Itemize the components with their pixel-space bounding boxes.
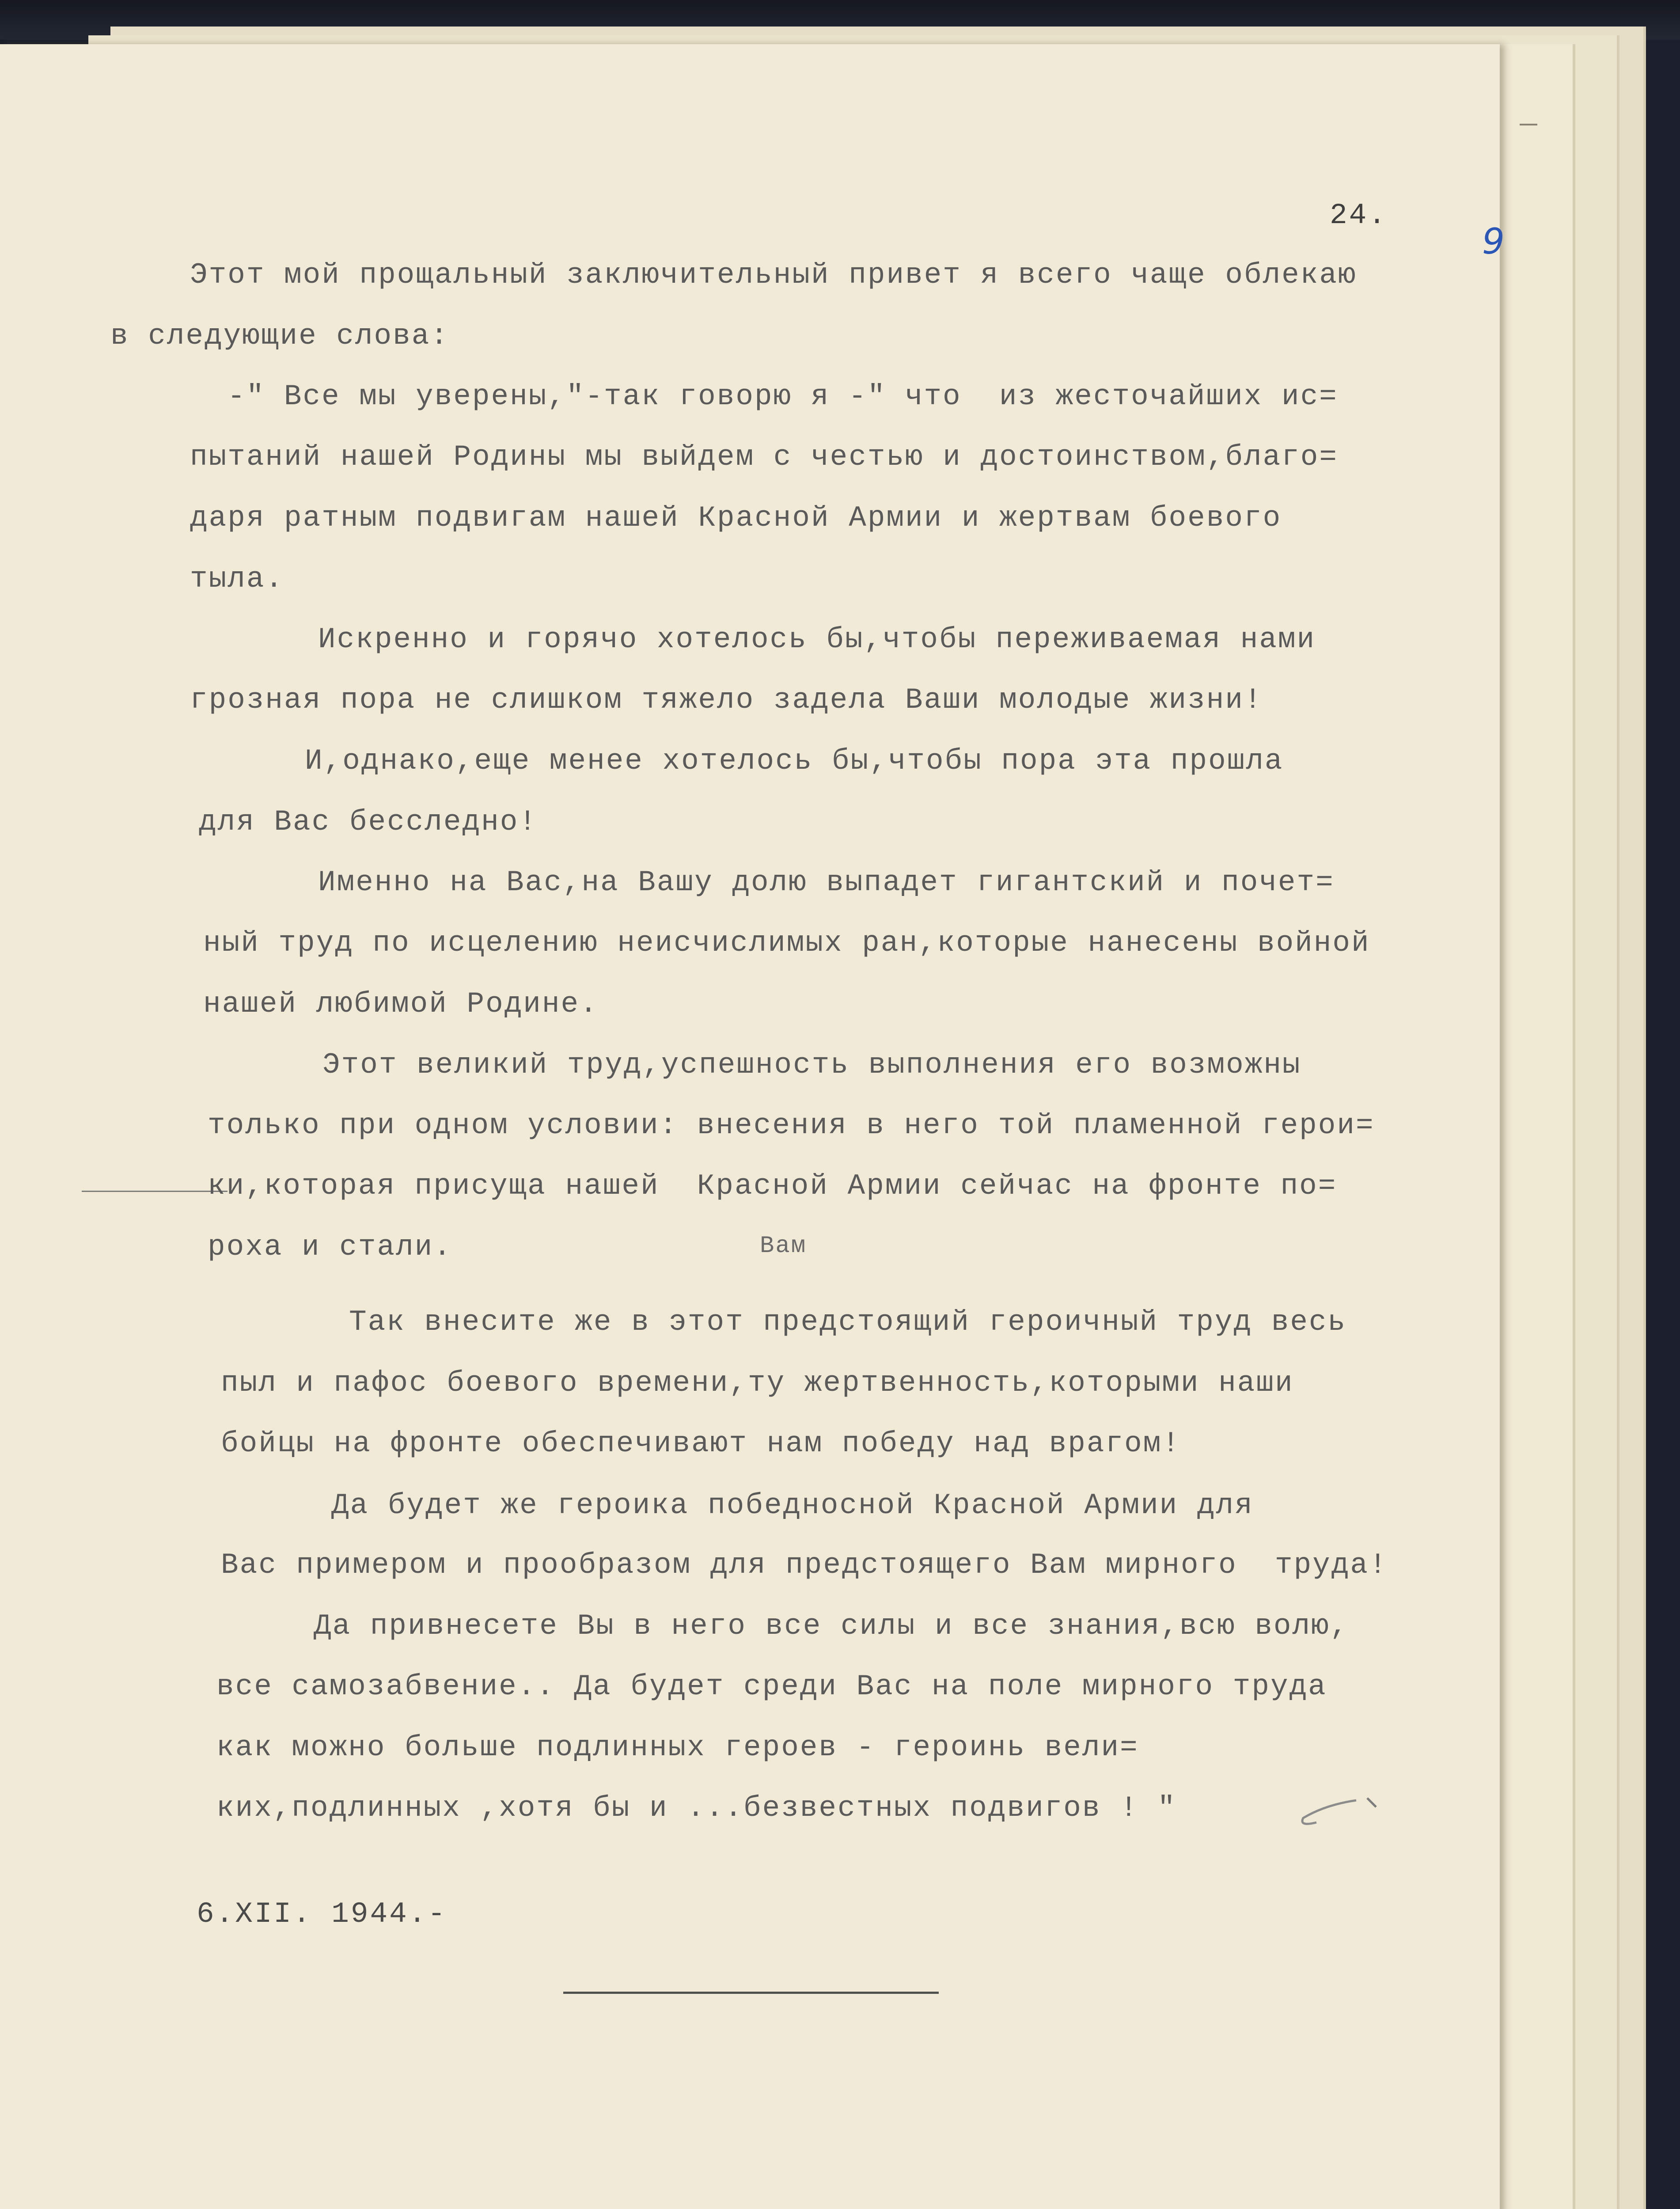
text-line: как можно больше подлинных героев - героинь вели= [216,1731,1139,1764]
text-line: в следующие слова: [110,319,449,353]
text-line: пытаний нашей Родины мы выйдем с честью и достоинством,благо= [190,440,1338,474]
margin-folio-mark: 9 [1482,221,1505,262]
text-line: только при одном условии: внесения в него той пламенной герои= [208,1109,1375,1142]
closing-rule [563,1992,939,1994]
page-number: 24. [1330,199,1388,232]
pencil-stroke [1302,1800,1356,1824]
text-line: бойцы на фронте обеспечивают нам победу над врагом! [221,1427,1181,1460]
text-line: Вас примером и прообразом для предстоящего Вам мирного труда! [221,1549,1388,1582]
text-line: ный труд по исцелению неисчислимых ран,которые нанесены войной [203,926,1370,960]
text-line: И,однако,еще менее хотелось бы,чтобы пора эта прошла [305,744,1284,778]
text-line: роха и стали. [208,1230,452,1264]
document-page [0,44,1505,2209]
pencil-check-mark [1290,1791,1378,1840]
text-line: Этот великий труд,успешность выполнения его возможны [322,1048,1301,1082]
text-line: Искренно и горячо хотелось бы,чтобы переживаемая нами [318,623,1316,656]
text-line: для Вас бесследно! [199,805,538,839]
pencil-stroke [1367,1798,1376,1807]
text-line: Именно на Вас,на Вашу долю выпадет гигантский и почет= [318,866,1335,899]
handwritten-insertion: Вам [760,1233,807,1260]
text-line: тыла. [190,562,284,596]
text-line: грозная пора не слишком тяжело задела Ваши молодые жизни! [190,683,1263,717]
edge-tick-mark [1520,124,1537,125]
text-line: даря ратным подвигам нашей Красной Армии и жертвам боевого [190,501,1282,535]
document-date: 6.XII. 1944.- [197,1898,447,1931]
text-line: Да привнесете Вы в него все силы и все знания,всю волю, [314,1609,1349,1643]
text-line: -" Все мы уверены,"-так говорю я -" что из жесточайших ис= [228,380,1338,413]
text-line: пыл и пафос боевого времени,ту жертвенность,которыми наши [221,1366,1294,1400]
text-line: нашей любимой Родине. [203,987,599,1021]
text-line: все самозабвение.. Да будет среди Вас на поле мирного труда [216,1670,1327,1703]
text-line: Да будет же героика победносной Красной Армии для [331,1489,1254,1522]
margin-rule [82,1191,228,1192]
text-line: ки,которая присуща нашей Красной Армии сейчас на фронте по= [208,1169,1337,1203]
text-line: Этот мой прощальный заключительный привет я всего чаще облекаю [190,258,1357,292]
text-line: Так внесите же в этот предстоящий героичный труд весь [349,1306,1347,1339]
text-line: ких,подлинных ,хотя бы и ...безвестных подвигов ! " [216,1791,1176,1825]
